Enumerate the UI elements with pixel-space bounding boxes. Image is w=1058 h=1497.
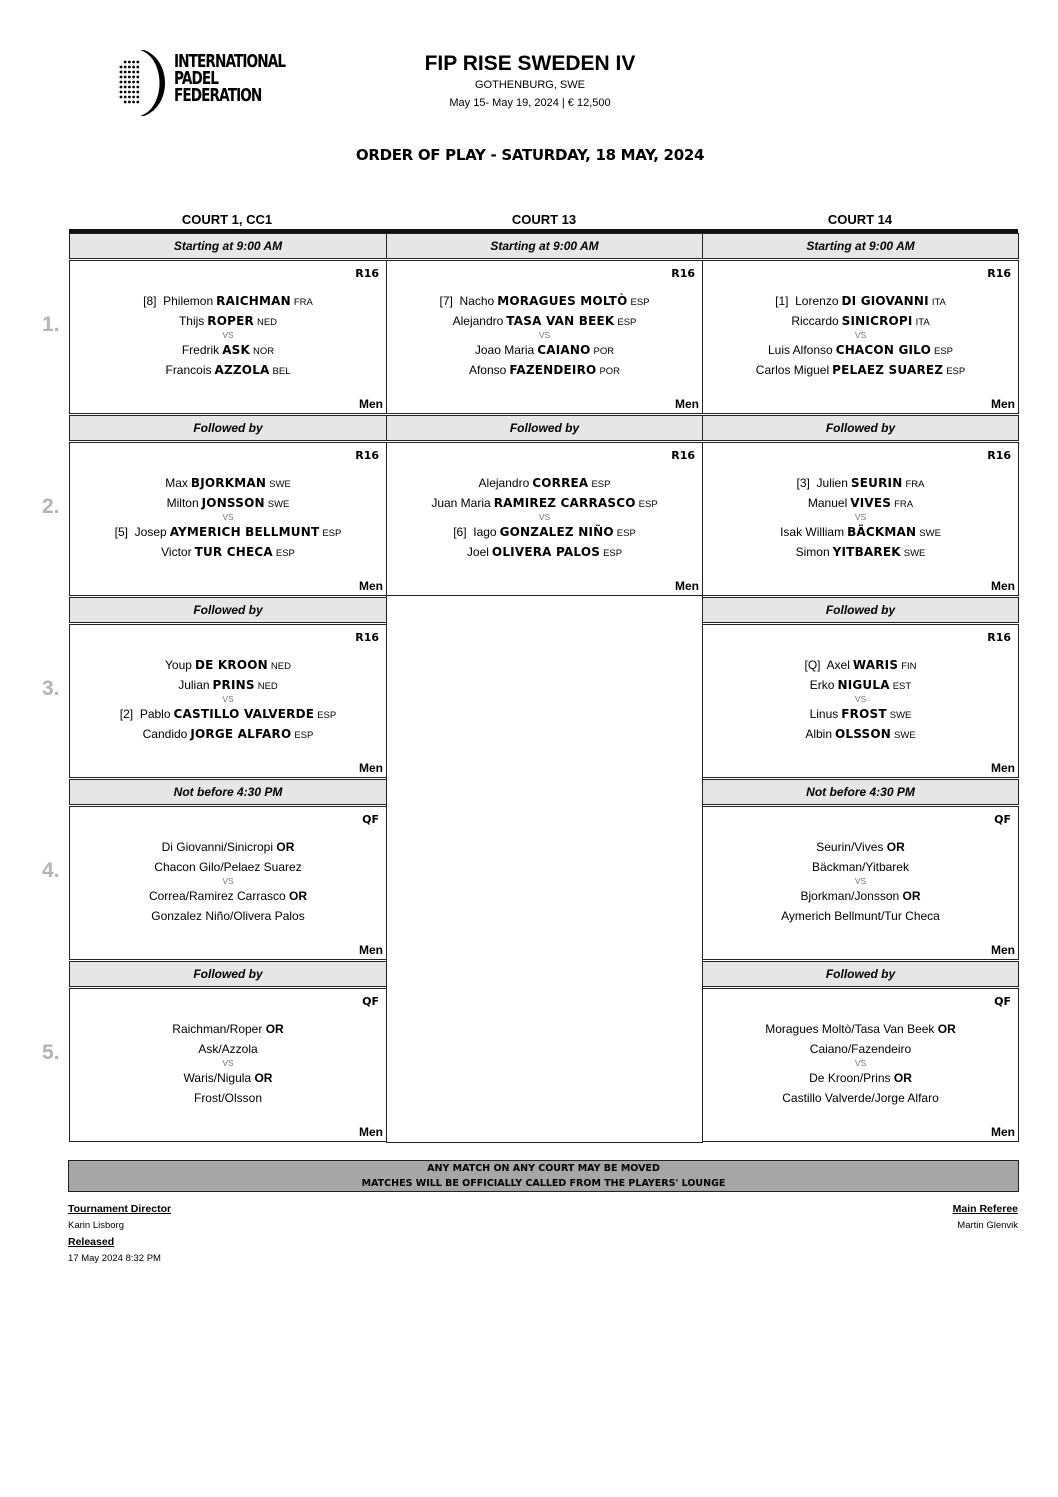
player-line <box>70 340 386 360</box>
category-label: Men <box>359 397 383 411</box>
slot-time-header: Followed by <box>69 961 387 987</box>
or-label: OR <box>265 1022 284 1036</box>
team-line <box>703 1068 1018 1088</box>
round-label: R16 <box>355 449 379 462</box>
team-names: Seurin/Vives <box>816 840 884 854</box>
team-names: Frost/Olsson <box>193 1091 262 1105</box>
team-line <box>703 1088 1018 1108</box>
player-first-name: Joel <box>466 545 489 559</box>
court-title: COURT 14 <box>827 212 893 227</box>
player-nationality: NOR <box>253 346 275 357</box>
slot-time-header: Followed by <box>69 415 387 441</box>
fip-logo <box>118 48 288 118</box>
match-participants <box>70 655 386 744</box>
team-names: Raichman/Roper <box>172 1022 263 1036</box>
player-nationality: FRA <box>905 479 925 490</box>
seed: [2] <box>119 707 134 721</box>
player-nationality: ESP <box>617 317 637 328</box>
team-line <box>70 1088 386 1108</box>
notice-banner <box>68 1160 1019 1192</box>
slot-time-header: Followed by <box>69 597 387 623</box>
round-label: R16 <box>355 631 379 644</box>
padel-ball-logo-icon <box>118 48 170 118</box>
player-nationality: NED <box>257 681 278 692</box>
team-names: Castillo Valverde/Jorge Alfaro <box>782 1091 939 1105</box>
match-participants <box>387 473 702 562</box>
match-cell <box>702 442 1019 596</box>
category-label: Men <box>359 761 383 775</box>
match-participants <box>703 291 1018 380</box>
slot-time-header: Not before 4:30 PM <box>702 779 1019 805</box>
notice-line: ANY MATCH ON ANY COURT MAY BE MOVED <box>427 1163 660 1174</box>
category-label: Men <box>359 1125 383 1139</box>
seed: [8] <box>143 294 157 308</box>
or-label: OR <box>893 1071 912 1085</box>
or-label: OR <box>254 1071 273 1085</box>
player-line <box>387 360 702 380</box>
logo-line: PADEL <box>174 69 218 89</box>
player-line <box>70 291 386 311</box>
player-last-name: DE KROON <box>194 658 268 672</box>
player-first-name: Manuel <box>807 496 848 510</box>
player-last-name: VIVES <box>850 496 892 510</box>
player-first-name: Linus <box>809 707 839 721</box>
match-cell <box>702 624 1019 778</box>
player-line <box>703 340 1018 360</box>
player-nationality: ESP <box>322 528 342 539</box>
player-last-name: BÄCKMAN <box>847 525 917 539</box>
team-names: Ask/Azzola <box>198 1042 258 1056</box>
match-participants <box>70 837 386 926</box>
player-line <box>387 522 702 542</box>
player-last-name: GONZALEZ NIÑO <box>499 525 614 539</box>
round-label: QF <box>994 813 1011 826</box>
player-nationality: ESP <box>294 730 314 741</box>
vs-label: VS <box>854 876 867 886</box>
player-nationality: ITA <box>915 317 930 328</box>
team-names: Aymerich Bellmunt/Tur Checa <box>781 909 940 923</box>
player-last-name: RAICHMAN <box>216 294 291 308</box>
vs-label: VS <box>222 694 234 704</box>
match-participants <box>387 291 702 380</box>
player-line <box>387 542 702 562</box>
seed: [Q] <box>804 658 821 672</box>
player-line <box>703 311 1018 331</box>
player-line <box>70 360 386 380</box>
player-line <box>70 493 386 513</box>
vs-label: VS <box>854 694 867 704</box>
player-first-name: Thijs <box>178 314 205 328</box>
player-nationality: SWE <box>919 528 941 539</box>
order-number: 3. <box>42 677 60 700</box>
vs-label: VS <box>538 512 551 522</box>
player-first-name: Nacho <box>459 294 495 308</box>
player-last-name: AYMERICH BELLMUNT <box>169 525 320 539</box>
match-participants <box>703 473 1018 562</box>
round-label: R16 <box>671 449 695 462</box>
or-label: OR <box>289 889 308 903</box>
player-first-name: Max <box>165 476 188 490</box>
player-nationality: ESP <box>603 548 623 559</box>
vs-label: VS <box>854 330 867 340</box>
order-number: 4. <box>42 859 60 882</box>
vs-label: VS <box>538 330 551 340</box>
match-cell <box>69 624 387 778</box>
team-names: Correa/Ramirez Carrasco <box>148 889 286 903</box>
player-last-name: WARIS <box>852 658 899 672</box>
player-last-name: CHACON GILO <box>835 343 931 357</box>
player-line <box>703 704 1018 724</box>
player-line <box>703 360 1018 380</box>
player-first-name: Julien <box>816 476 848 490</box>
player-nationality: ESP <box>630 297 650 308</box>
player-last-name: ASK <box>222 343 251 357</box>
category-label: Men <box>991 1125 1015 1139</box>
player-nationality: POR <box>593 346 615 357</box>
team-line <box>70 886 386 906</box>
player-line <box>70 675 386 695</box>
player-nationality: ESP <box>275 548 295 559</box>
empty-court-slot <box>386 596 703 779</box>
category-label: Men <box>991 579 1015 593</box>
slot-time-header: Followed by <box>702 597 1019 623</box>
slot-time-header: Followed by <box>702 961 1019 987</box>
category-label: Men <box>675 397 699 411</box>
player-nationality: SWE <box>903 548 926 559</box>
player-line <box>70 522 386 542</box>
player-nationality: ESP <box>616 528 636 539</box>
player-last-name: OLIVERA PALOS <box>491 545 601 559</box>
player-line <box>703 542 1018 562</box>
player-last-name: JORGE ALFARO <box>190 727 292 741</box>
player-nationality: ESP <box>317 710 337 721</box>
slot-time-header: Starting at 9:00 AM <box>69 233 387 259</box>
player-nationality: NED <box>270 661 291 672</box>
team-names: De Kroon/Prins <box>809 1071 891 1085</box>
player-last-name: FROST <box>841 707 887 721</box>
player-last-name: OLSSON <box>835 727 892 741</box>
player-nationality: POR <box>599 366 621 377</box>
empty-court-slot <box>386 960 703 1143</box>
player-nationality: SWE <box>267 499 290 510</box>
player-line <box>703 493 1018 513</box>
seed: [1] <box>775 294 789 308</box>
seed: [7] <box>439 294 453 308</box>
or-label: OR <box>937 1022 956 1036</box>
player-first-name: Carlos Miguel <box>755 363 830 377</box>
round-label: QF <box>362 813 379 826</box>
match-cell <box>69 806 387 960</box>
team-line <box>70 857 386 877</box>
team-names: Caiano/Fazendeiro <box>809 1042 912 1056</box>
player-line <box>70 473 386 493</box>
player-line <box>387 493 702 513</box>
player-last-name: SEURIN <box>850 476 903 490</box>
released-label: Released <box>68 1236 115 1248</box>
match-cell <box>386 442 703 596</box>
player-first-name: Alejandro <box>452 314 504 328</box>
player-line <box>703 724 1018 744</box>
slot-time-header: Followed by <box>386 415 703 441</box>
round-label: R16 <box>987 267 1011 280</box>
vs-label: VS <box>222 876 234 886</box>
player-last-name: NIGULA <box>837 678 890 692</box>
player-first-name: Josep <box>134 525 167 539</box>
player-line <box>70 311 386 331</box>
team-names: Waris/Nigula <box>183 1071 252 1085</box>
player-nationality: FIN <box>901 661 917 672</box>
category-label: Men <box>359 943 383 957</box>
seed: [5] <box>114 525 128 539</box>
player-line <box>387 473 702 493</box>
or-label: OR <box>886 840 905 854</box>
player-last-name: PRINS <box>212 678 255 692</box>
round-label: QF <box>362 995 379 1008</box>
slot-time-header: Starting at 9:00 AM <box>702 233 1019 259</box>
team-line <box>703 886 1018 906</box>
match-cell <box>69 442 387 596</box>
round-label: R16 <box>671 267 695 280</box>
match-participants <box>703 655 1018 744</box>
player-nationality: ITA <box>931 297 946 308</box>
player-first-name: Iago <box>473 525 497 539</box>
round-label: R16 <box>355 267 379 280</box>
player-nationality: BEL <box>272 366 291 377</box>
category-label: Men <box>991 761 1015 775</box>
slot-time-header: Starting at 9:00 AM <box>386 233 703 259</box>
vs-label: VS <box>854 512 867 522</box>
player-first-name: Albin <box>805 727 832 741</box>
order-number: 2. <box>42 495 60 518</box>
court-title: COURT 1, CC1 <box>181 212 273 227</box>
player-first-name: Philemon <box>163 294 214 308</box>
player-first-name: Simon <box>795 545 830 559</box>
slot-time-header: Followed by <box>702 415 1019 441</box>
court-title: COURT 13 <box>511 212 577 227</box>
released-value: 17 May 2024 8:32 PM <box>68 1253 161 1264</box>
player-line <box>70 704 386 724</box>
player-line <box>387 291 702 311</box>
team-line <box>703 1019 1018 1039</box>
player-nationality: EST <box>892 681 912 692</box>
slot-time-header: Not before 4:30 PM <box>69 779 387 805</box>
player-nationality: SWE <box>894 730 916 741</box>
player-first-name: Fredrik <box>181 343 220 357</box>
tournament-dates-prize: May 15- May 19, 2024 | € 12,500 <box>449 97 611 109</box>
or-label: OR <box>902 889 921 903</box>
player-first-name: Lorenzo <box>795 294 839 308</box>
match-cell <box>702 806 1019 960</box>
player-first-name: Juan Maria <box>431 496 491 510</box>
team-names: Moragues Moltò/Tasa Van Beek <box>765 1022 935 1036</box>
match-participants <box>70 291 386 380</box>
player-last-name: JONSSON <box>201 496 265 510</box>
team-line <box>70 906 386 926</box>
team-line <box>70 1019 386 1039</box>
player-line <box>703 522 1018 542</box>
player-last-name: TUR CHECA <box>194 545 273 559</box>
match-participants <box>703 1019 1018 1108</box>
player-first-name: Francois <box>165 363 212 377</box>
tournament-location: GOTHENBURG, SWE <box>474 79 585 91</box>
match-participants <box>703 837 1018 926</box>
player-first-name: Alejandro <box>478 476 530 490</box>
player-line <box>703 473 1018 493</box>
match-cell <box>702 988 1019 1142</box>
notice-line: MATCHES WILL BE OFFICIALLY CALLED FROM THE PLAYERS' LOUNGE <box>361 1178 726 1189</box>
category-label: Men <box>675 579 699 593</box>
team-line <box>703 1039 1018 1059</box>
main-referee-label: Main Referee <box>952 1203 1018 1215</box>
match-cell <box>69 988 387 1142</box>
match-participants <box>70 1019 386 1108</box>
empty-court-slot <box>386 778 703 961</box>
player-first-name: Luis Alfonso <box>767 343 833 357</box>
player-first-name: Isak William <box>780 525 845 539</box>
player-line <box>703 655 1018 675</box>
player-first-name: Candido <box>142 727 188 741</box>
player-line <box>703 675 1018 695</box>
match-cell <box>386 260 703 414</box>
player-nationality: SWE <box>269 479 291 490</box>
player-last-name: ROPER <box>207 314 254 328</box>
player-first-name: Milton <box>166 496 199 510</box>
player-first-name: Youp <box>165 658 192 672</box>
player-nationality: ESP <box>946 366 966 377</box>
main-referee-name: Martin Glenvik <box>957 1220 1018 1231</box>
player-nationality: SWE <box>889 710 912 721</box>
player-line <box>387 340 702 360</box>
player-last-name: SINICROPI <box>841 314 913 328</box>
order-number: 1. <box>42 313 60 336</box>
team-names: Chacon Gilo/Pelaez Suarez <box>154 860 302 874</box>
logo-line: INTERNATIONAL <box>174 52 286 72</box>
player-first-name: Afonso <box>468 363 507 377</box>
team-line <box>70 1068 386 1088</box>
player-first-name: Erko <box>809 678 835 692</box>
player-first-name: Riccardo <box>791 314 839 328</box>
player-last-name: PELAEZ SUAREZ <box>832 363 944 377</box>
player-last-name: CORREA <box>532 476 589 490</box>
tournament-director-name: Karin Lisborg <box>68 1220 124 1231</box>
player-first-name: Axel <box>826 658 850 672</box>
team-names: Di Giovanni/Sinicropi <box>161 840 274 854</box>
team-names: Bjorkman/Jonsson <box>800 889 900 903</box>
team-names: Bäckman/Yitbarek <box>812 860 909 874</box>
round-label: QF <box>994 995 1011 1008</box>
player-last-name: AZZOLA <box>214 363 270 377</box>
round-label: R16 <box>987 631 1011 644</box>
player-nationality: FRA <box>293 297 313 308</box>
match-cell <box>702 260 1019 414</box>
seed: [6] <box>453 525 467 539</box>
team-line <box>703 857 1018 877</box>
player-last-name: CAIANO <box>537 343 591 357</box>
team-line <box>70 837 386 857</box>
player-nationality: ESP <box>591 479 611 490</box>
player-first-name: Victor <box>161 545 192 559</box>
match-participants <box>70 473 386 562</box>
vs-label: VS <box>222 512 234 522</box>
category-label: Men <box>991 397 1015 411</box>
player-line <box>70 724 386 744</box>
player-last-name: DI GIOVANNI <box>841 294 929 308</box>
match-cell <box>69 260 387 414</box>
team-line <box>703 837 1018 857</box>
team-line <box>70 1039 386 1059</box>
player-nationality: NED <box>256 317 278 328</box>
player-last-name: MORAGUES MOLTÒ <box>497 294 628 308</box>
player-nationality: ESP <box>934 346 954 357</box>
vs-label: VS <box>854 1058 867 1068</box>
player-line <box>703 291 1018 311</box>
team-line <box>703 906 1018 926</box>
player-last-name: TASA VAN BEEK <box>506 314 615 328</box>
player-first-name: Julian <box>178 678 210 692</box>
vs-label: VS <box>222 330 234 340</box>
player-first-name: Joao Maria <box>474 343 535 357</box>
logo-line: FEDERATION <box>174 86 262 106</box>
player-last-name: BJORKMAN <box>190 476 267 490</box>
player-line <box>70 655 386 675</box>
player-last-name: RAMIREZ CARRASCO <box>493 496 636 510</box>
player-last-name: CASTILLO VALVERDE <box>173 707 315 721</box>
order-number: 5. <box>42 1041 60 1064</box>
round-label: R16 <box>987 449 1011 462</box>
order-of-play-title: ORDER OF PLAY - SATURDAY, 18 MAY, 2024 <box>355 146 705 164</box>
player-line <box>387 311 702 331</box>
player-last-name: FAZENDEIRO <box>509 363 597 377</box>
vs-label: VS <box>222 1058 234 1068</box>
tournament-title: FIP RISE SWEDEN IV <box>424 52 636 75</box>
player-first-name: Pablo <box>139 707 171 721</box>
or-label: OR <box>276 840 295 854</box>
player-nationality: FRA <box>894 499 914 510</box>
seed: [3] <box>796 476 810 490</box>
tournament-director-label: Tournament Director <box>68 1203 172 1215</box>
player-nationality: ESP <box>638 499 658 510</box>
category-label: Men <box>991 943 1015 957</box>
player-line <box>70 542 386 562</box>
player-last-name: YITBAREK <box>832 545 901 559</box>
logo-text <box>174 54 285 105</box>
team-names: Gonzalez Niño/Olivera Palos <box>151 909 305 923</box>
category-label: Men <box>359 579 383 593</box>
